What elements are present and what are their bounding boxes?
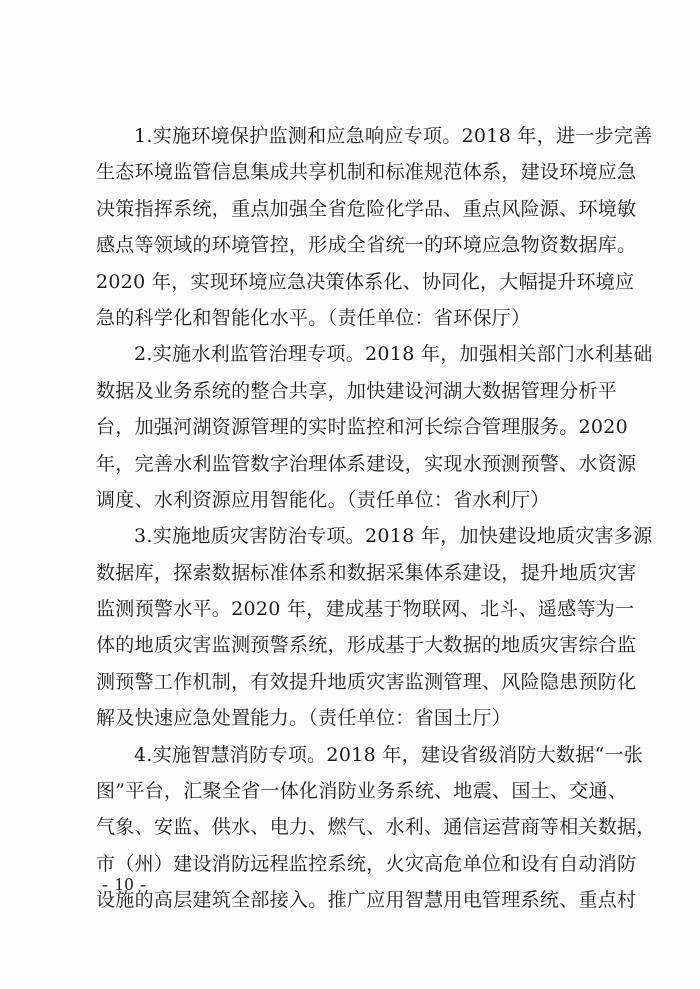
text-line: 4.实施智慧消防专项。2018 年，建设省级消防大数据“一张 (134, 743, 644, 766)
text-line: 市（州）建设消防远程监控系统，火灾高危单位和设有自动消防 (96, 852, 637, 875)
text-line: 测预警工作机制，有效提升地质灾害监测管理、风险隐患预防化 (96, 670, 637, 693)
text-line: 数据及业务系统的整合共享，加快建设河湖大数据管理分析平 (96, 379, 618, 402)
paragraph-environment-protection (96, 118, 653, 336)
text-line: 台，加强河湖资源管理的实时监控和河长综合管理服务。2020 (96, 416, 629, 439)
text-line: 设施的高层建筑全部接入。推广应用智慧用电管理系统、重点村 (96, 889, 637, 912)
text-line: 体的地质灾害监测预警系统，形成基于大数据的地质灾害综合监 (96, 634, 637, 657)
page-number: - 10 - (102, 874, 147, 894)
paragraph-smart-fire-protection (96, 737, 656, 919)
text-line: 气象、安监、供水、电力、燃气、水利、通信运营商等相关数据， (96, 816, 656, 839)
text-line: 2020 年，实现环境应急决策体系化、协同化，大幅提升环境应 (96, 270, 635, 293)
text-line: 解及快速应急处置能力。（责任单位：省国土厅） (96, 707, 512, 730)
text-line: 决策指挥系统，重点加强全省危险化学品、重点风险源、环境敏 (96, 197, 637, 220)
text-line: 急的科学化和智能化水平。（责任单位：省环保厅） (96, 306, 531, 329)
text-line: 2.实施水利监管治理专项。2018 年，加强相关部门水利基础 (134, 343, 653, 366)
text-line: 1.实施环境保护监测和应急响应专项。2018 年，进一步完善 (134, 125, 653, 147)
text-line: 生态环境监管信息集成共享机制和标准规范体系，建设环境应急 (96, 161, 637, 184)
paragraph-geological-disaster (96, 518, 653, 736)
text-line: 图”平台，汇聚全省一体化消防业务系统、地震、国土、交通、 (96, 780, 628, 803)
text-line: 监测预警水平。2020 年，建成基于物联网、北斗、遥感等为一 (96, 598, 635, 621)
body-text (96, 118, 656, 919)
text-line: 数据库，探索数据标准体系和数据采集体系建设，提升地质灾害 (96, 561, 637, 584)
paragraph-water-conservancy (96, 336, 653, 518)
text-line: 感点等领域的环境管控，形成全省统一的环境应急物资数据库。 (96, 234, 637, 257)
text-line: 年，完善水利监管数字治理体系建设，实现水预测预警、水资源 (96, 452, 637, 475)
text-line: 调度、水利资源应用智能化。（责任单位：省水利厅） (96, 488, 550, 511)
text-line: 3.实施地质灾害防治专项。2018 年，加快建设地质灾害多源 (134, 525, 653, 548)
